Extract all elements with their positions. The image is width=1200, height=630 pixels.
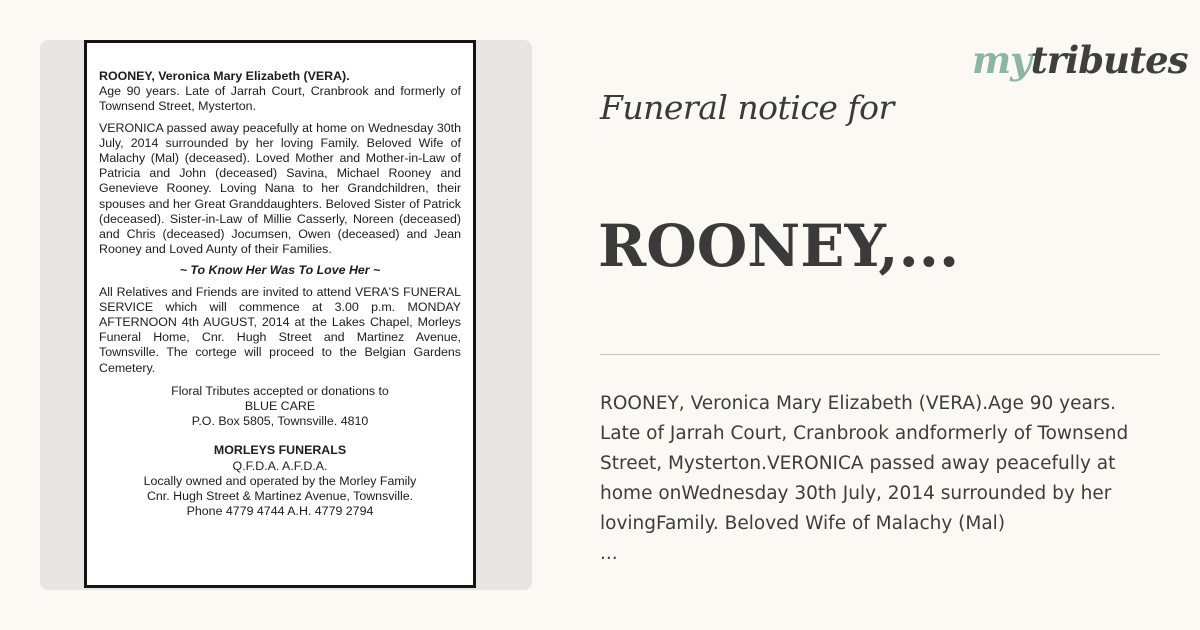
newspaper-notice — [84, 40, 476, 588]
divider — [600, 354, 1160, 355]
logo-part-my: my — [972, 38, 1031, 82]
mytributes-logo[interactable] — [972, 36, 1188, 84]
excerpt-line: home onWednesday 30th July, 2014 surrounded by her — [600, 483, 1112, 504]
notice-intro: Age 90 years. Late of Jarrah Court, Cranbrook and formerly of Townsend Street, Mysterton. — [99, 84, 461, 114]
excerpt-ellipsis: ... — [600, 543, 618, 564]
notice-floral-line: Floral Tributes accepted or donations to — [171, 383, 389, 398]
notice-qualifications: Q.F.D.A. A.F.D.A. — [232, 458, 328, 473]
page-heading: Funeral notice for — [600, 88, 894, 127]
logo-part-tributes: tributes — [1030, 38, 1188, 82]
deceased-name: ROONEY,... — [598, 212, 960, 280]
excerpt-line: Late of Jarrah Court, Cranbrook andformerly of Townsend — [600, 423, 1129, 444]
excerpt-line: ROONEY, Veronica Mary Elizabeth (VERA).Age 90 years. — [600, 393, 1116, 414]
notice-name-line: ROONEY, Veronica Mary Elizabeth (VERA). — [99, 69, 350, 83]
notice-motto: ~ To Know Her Was To Love Her ~ — [179, 263, 381, 278]
notice-excerpt — [600, 389, 1190, 569]
notice-image-panel — [40, 40, 532, 590]
excerpt-line: Street, Mysterton.VERONICA passed away peacefully at — [600, 453, 1116, 474]
excerpt-line: lovingFamily. Beloved Wife of Malachy (Mal) — [600, 513, 1006, 534]
notice-phone-line: Phone 4779 4744 A.H. 4779 2794 — [186, 504, 374, 519]
notice-service: All Relatives and Friends are invited to attend VERA'S FUNERAL SERVICE which will commence at 3.00 p.m. MONDAY AFTERNOON 4th AUGUST, 2014 at the Lakes Chapel, Morleys Funeral Home, Cnr. Hugh Street and Martinez Avenue, Townsville. The cortege will proceed to the Belgian Gardens Cemetery. — [99, 284, 461, 375]
notice-body: VERONICA passed away peacefully at home on Wednesday 30th July, 2014 surrounded by her loving Family. Beloved Wife of Malachy (Mal) (deceased). Loved Mother and Mother-in-Law of Patricia and John (deceased) Savina, Michael Rooney and Genevieve Rooney. Loving Nana to her Grandchildren, their spouses and her Great Granddaughters. Beloved Sister of Patrick (deceased). Sister-in-Law of Millie Casserly, Noreen (deceased) and Chris (deceased) Jocumsen, Owen (deceased) and Jean Rooney and Loved Aunty of their Families. — [99, 120, 461, 257]
notice-charity: BLUE CARE — [244, 399, 316, 414]
notice-funeral-home: MORLEYS FUNERALS — [213, 443, 347, 458]
notice-charity-address: P.O. Box 5805, Townsville. 4810 — [191, 414, 369, 429]
notice-address-line: Cnr. Hugh Street & Martinez Avenue, Townsville. — [146, 489, 414, 504]
notice-owned-line: Locally owned and operated by the Morley Family — [143, 473, 417, 488]
